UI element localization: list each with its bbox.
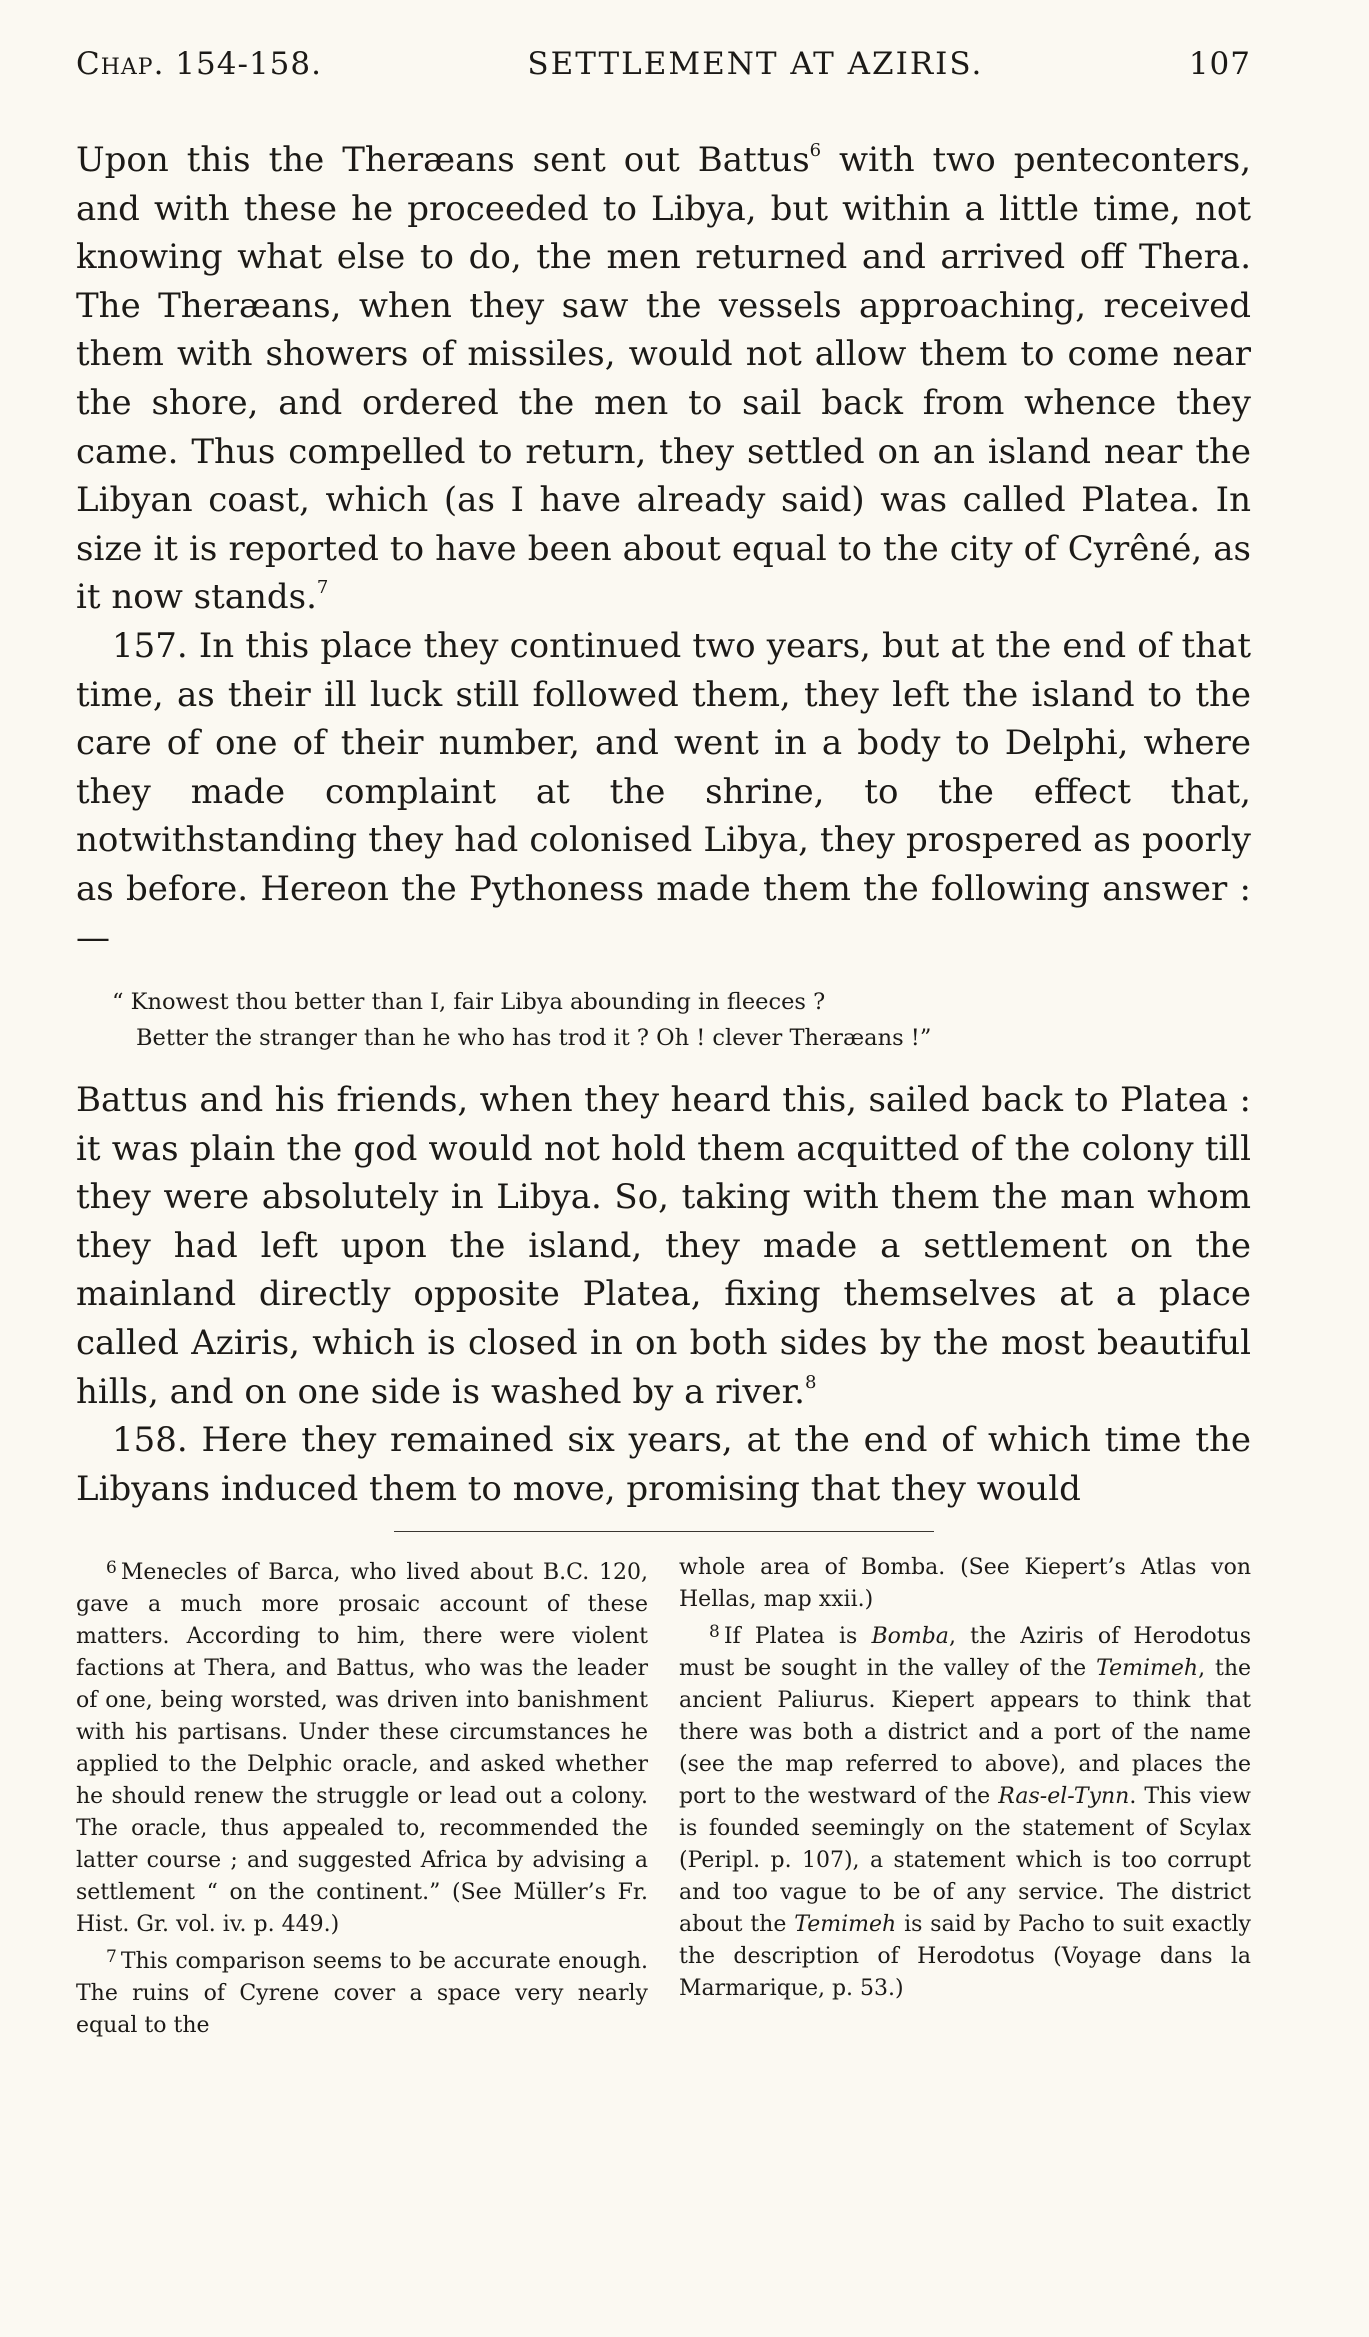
- page-number: 107: [1188, 46, 1251, 82]
- book-page: [76, 46, 1251, 2042]
- footnote-italic: Bomba: [871, 1624, 949, 1650]
- footnote-number: 8: [709, 1622, 720, 1643]
- running-head-title: SETTLEMENT AT AZIRIS.: [527, 46, 984, 82]
- footnote-number: 6: [106, 1558, 117, 1579]
- running-head-chapter: Chap. 154-158.: [76, 46, 322, 82]
- footnote-text: , the ancient Paliurus. Kiepert appears to think that there was both a district and a port of the name (see the map referred to above), and places the port to the westward of the: [679, 1656, 1252, 1810]
- paragraph-156-end: [76, 136, 1251, 622]
- main-text: [76, 136, 1251, 1513]
- footnote-italic: Ras-el-Tynn: [998, 1784, 1130, 1810]
- footnote-text: B.C.: [543, 1560, 590, 1586]
- footnote-column-left: [76, 1552, 648, 2042]
- footnote-column-right: [679, 1552, 1251, 2042]
- paragraph-text: Upon this the Theræans sent out Battus: [76, 140, 810, 180]
- footnotes: [76, 1552, 1251, 2042]
- footnote-text: is said by Pacho to suit exactly the description of Herodotus (Voyage dans la Marmarique, p. 53.): [679, 1912, 1251, 2002]
- footnote-7: [76, 1941, 648, 2042]
- oracle-verse: [112, 984, 1251, 1056]
- footnote-text: This comparison seems to be accurate enough. The ruins of Cyrene cover a space very nearly equal to the: [76, 1949, 648, 2039]
- footnote-number: 7: [106, 1947, 117, 1968]
- footnote-italic: Temimeh: [794, 1912, 897, 1938]
- footnote-divider: [394, 1531, 934, 1532]
- running-head: [76, 46, 1251, 106]
- footnote-text: If Platea is: [723, 1624, 872, 1650]
- footnote-ref-6: 6: [809, 140, 822, 161]
- paragraph-157: 157. In this place they continued two years, but at the end of that time, as their ill luck still followed them, they left the island to the care of one of their number, and went in a body to Delphi, where they made complaint at the shrine, to the effect that, notwithstanding they had colonised Libya, they prospered as poorly as before. Hereon the Pythoness made them the following answer :—: [76, 625, 1251, 958]
- footnote-8: [679, 1616, 1251, 2005]
- paragraph-157-cont: [76, 1076, 1251, 1416]
- footnote-text: , the Aziris of Herodotus must be sought in the valley of the: [679, 1624, 1251, 1682]
- paragraph-158: 158. Here they remained six years, at the end of which time the Libyans induced them to move, promising that they would: [76, 1420, 1251, 1509]
- oracle-line-1: “ Knowest thou better than I, fair Libya abounding in fleeces ?: [112, 989, 826, 1016]
- paragraph-text: Battus and his friends, when they heard this, sailed back to Platea : it was plain the god would not hold them acquitted of the colony till they were absolutely in Libya. So, taking with them the man whom they had left upon the island, they made a settlement on the mainland directly opposite Platea, fixing themselves at a place called Aziris, which is closed in on both sides by the most beautiful hills, and on one side is washed by a river.: [76, 1080, 1251, 1412]
- footnote-6: [76, 1552, 648, 1941]
- paragraph-text: with two penteconters, and with these he proceeded to Libya, but within a little time, not knowing what else to do, the men returned and arrived off Thera. The Theræans, when they saw the vessels approaching, received them with showers of missiles, would not allow them to come near the shore, and ordered the men to sail back from whence they came. Thus compelled to return, they settled on an island near the Libyan coast, which (as I have already said) was called Platea. In size it is reported to have been about equal to the city of Cyrêné, as it now stands.: [76, 140, 1251, 618]
- footnote-7-continued: whole area of Bomba. (See Kiepert’s Atlas von Hellas, map xxii.): [679, 1555, 1251, 1613]
- footnote-text: . This view is founded seemingly on the statement of Scylax (Peripl. p. 107), a statement which is too corrupt and too vague to be of any service. The district about the: [679, 1784, 1251, 1938]
- footnote-ref-7: 7: [316, 577, 329, 599]
- footnote-italic: Temimeh: [1096, 1656, 1199, 1682]
- footnote-text: 120, gave a much more prosaic account of these matters. According to him, there were violent factions at Thera, and Battus, who was the leader of one, being worsted, was driven into banishment with his partisans. Under these circumstances he applied to the Delphic oracle, and asked whether he should renew the struggle or lead out a colony. The oracle, thus appealed to, recommended the latter course ; and suggested Africa by advising a settlement “ on the continent.” (See Müller’s Fr. Hist. Gr. vol. iv. p. 449.): [76, 1560, 648, 1938]
- footnote-text: Menecles of Barca, who lived about: [120, 1560, 543, 1586]
- footnote-ref-8: 8: [805, 1371, 817, 1393]
- oracle-line-2: Better the stranger than he who has trod it ? Oh ! clever Theræans !”: [136, 1025, 932, 1052]
